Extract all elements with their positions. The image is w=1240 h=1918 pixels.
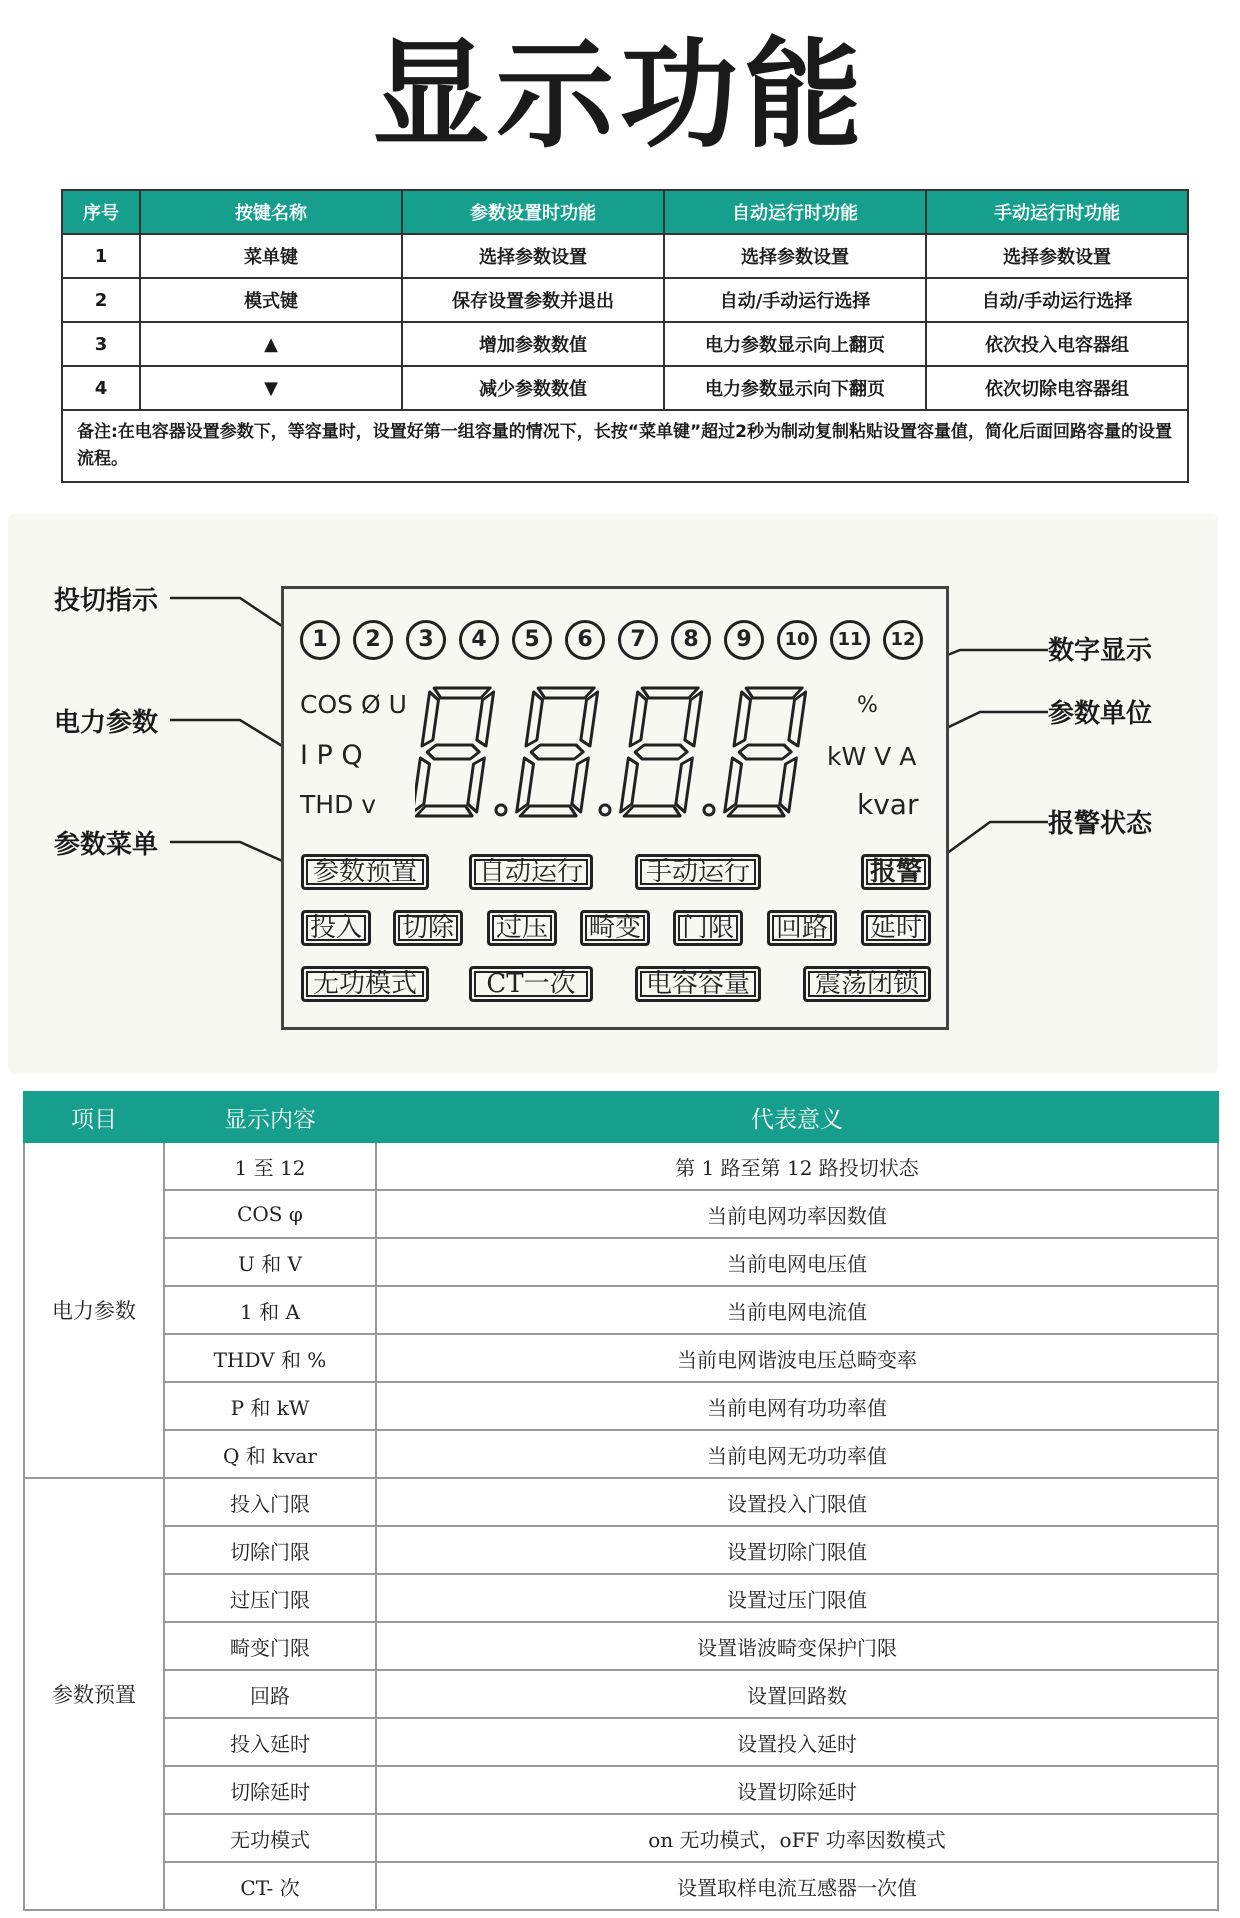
callout-power-params: 电力参数 <box>54 708 159 738</box>
menu-ct-primary: CT一次 <box>469 966 593 1002</box>
row-meaning: 当前电网功率因数值 <box>376 1190 1218 1238</box>
header-content: 显示内容 <box>164 1092 376 1142</box>
digit-8-2 <box>516 688 598 816</box>
display-table-header-row <box>24 1092 1218 1142</box>
row-content: 切除门限 <box>164 1526 376 1574</box>
row-content: COS φ <box>164 1190 376 1238</box>
row-content: 投入门限 <box>164 1478 376 1526</box>
header-setting-func: 参数设置时功能 <box>402 190 664 234</box>
row-no: 1 <box>62 234 140 278</box>
table-row <box>24 1382 1218 1430</box>
callout-param-menu: 参数菜单 <box>54 830 159 860</box>
menu-distortion: 畸变 <box>580 910 650 946</box>
table-row <box>24 1286 1218 1334</box>
note-row <box>62 410 1188 482</box>
row-content: 投入延时 <box>164 1718 376 1766</box>
row-content: 过压门限 <box>164 1574 376 1622</box>
indicator-circle: 1 <box>300 620 340 660</box>
menu-alarm: 报警 <box>861 854 931 890</box>
table-row <box>24 1526 1218 1574</box>
up-arrow-icon: ▲ <box>140 322 402 366</box>
note-text: 备注:在电容器设置参数下，等容量时，设置好第一组容量的情况下，长按“菜单键”超过2秒为制动复制粘贴设置容量值，简化后面回路容量的设置流程。 <box>62 410 1188 482</box>
row-no: 3 <box>62 322 140 366</box>
table-row <box>24 1238 1218 1286</box>
table-row <box>24 1334 1218 1382</box>
lcd-label-kvar: kvar <box>857 788 919 821</box>
row-meaning: 当前电网电压值 <box>376 1238 1218 1286</box>
row-content: THDV 和 % <box>164 1334 376 1382</box>
menu-switch-in: 投入 <box>301 910 371 946</box>
indicator-circle: 6 <box>565 620 605 660</box>
down-arrow-icon: ▼ <box>140 366 402 410</box>
header-item: 项目 <box>24 1092 164 1142</box>
callout-switch-indicator: 投切指示 <box>54 586 159 616</box>
row-auto: 自动/手动运行选择 <box>664 278 926 322</box>
row-content: U 和 V <box>164 1238 376 1286</box>
table-row <box>62 366 1188 410</box>
row-content: 回路 <box>164 1670 376 1718</box>
header-key-name: 按键名称 <box>140 190 402 234</box>
menu-delay: 延时 <box>861 910 931 946</box>
row-auto: 电力参数显示向下翻页 <box>664 366 926 410</box>
row-key-name: 菜单键 <box>140 234 402 278</box>
menu-auto-run: 自动运行 <box>469 854 593 890</box>
group-power-params: 电力参数 <box>24 1142 164 1478</box>
indicator-circle: 11 <box>830 620 870 660</box>
menu-oscillation-lock: 震荡闭锁 <box>803 966 931 1002</box>
menu-reactive-mode: 无功模式 <box>301 966 429 1002</box>
row-auto: 选择参数设置 <box>664 234 926 278</box>
row-content: 无功模式 <box>164 1814 376 1862</box>
key-table-header-row <box>62 190 1188 234</box>
row-meaning: 设置过压门限值 <box>376 1574 1218 1622</box>
table-row <box>62 234 1188 278</box>
lcd-label-percent: % <box>857 693 878 718</box>
row-meaning: 设置切除门限值 <box>376 1526 1218 1574</box>
table-row <box>24 1622 1218 1670</box>
digit-8-4 <box>724 688 806 816</box>
row-no: 2 <box>62 278 140 322</box>
indicator-circle: 10 <box>777 620 817 660</box>
callout-alarm-state: 报警状态 <box>1048 809 1153 839</box>
row-meaning: on 无功模式，oFF 功率因数模式 <box>376 1814 1218 1862</box>
lcd-label-kwva: kW V A <box>827 742 917 771</box>
row-content: 1 至 12 <box>164 1142 376 1190</box>
lcd-label-ipq: I P Q <box>300 740 363 771</box>
indicator-circle: 3 <box>406 620 446 660</box>
row-meaning: 设置回路数 <box>376 1670 1218 1718</box>
menu-manual-run: 手动运行 <box>635 854 761 890</box>
menu-circuit: 回路 <box>767 910 837 946</box>
menu-threshold: 门限 <box>673 910 743 946</box>
menu-overvoltage: 过压 <box>487 910 557 946</box>
row-key-name: 模式键 <box>140 278 402 322</box>
callout-param-unit: 参数单位 <box>1048 699 1153 729</box>
callout-digit-display: 数字显示 <box>1048 636 1153 666</box>
row-content: 畸变门限 <box>164 1622 376 1670</box>
indicator-circle: 8 <box>671 620 711 660</box>
indicator-circle: 4 <box>459 620 499 660</box>
row-no: 4 <box>62 366 140 410</box>
key-function-table <box>61 189 1189 483</box>
row-manual: 自动/手动运行选择 <box>926 278 1188 322</box>
table-row <box>24 1766 1218 1814</box>
table-row <box>24 1478 1218 1526</box>
table-row <box>24 1574 1218 1622</box>
lcd-label-cos-u: COS Ø U <box>300 690 407 719</box>
row-manual: 依次投入电容器组 <box>926 322 1188 366</box>
header-meaning: 代表意义 <box>376 1092 1218 1142</box>
row-setting: 保存设置参数并退出 <box>402 278 664 322</box>
row-manual: 依次切除电容器组 <box>926 366 1188 410</box>
decimal-point <box>704 805 714 815</box>
menu-switch-out: 切除 <box>393 910 463 946</box>
decimal-point <box>600 805 610 815</box>
indicator-circle: 5 <box>512 620 552 660</box>
table-row <box>24 1190 1218 1238</box>
seven-segment-digits <box>415 682 825 822</box>
row-auto: 电力参数显示向上翻页 <box>664 322 926 366</box>
row-meaning: 设置谐波畸变保护门限 <box>376 1622 1218 1670</box>
table-row <box>62 322 1188 366</box>
row-content: 1 和 A <box>164 1286 376 1334</box>
row-meaning: 当前电网无功功率值 <box>376 1430 1218 1478</box>
table-row <box>24 1142 1218 1190</box>
decimal-point <box>496 805 506 815</box>
row-meaning: 当前电网谐波电压总畸变率 <box>376 1334 1218 1382</box>
header-no: 序号 <box>62 190 140 234</box>
digit-8-1 <box>415 688 494 816</box>
indicator-circle: 12 <box>883 620 923 660</box>
row-meaning: 设置投入延时 <box>376 1718 1218 1766</box>
switch-indicator-circles <box>300 620 930 660</box>
row-meaning: 当前电网电流值 <box>376 1286 1218 1334</box>
indicator-circle: 2 <box>353 620 393 660</box>
row-content: P 和 kW <box>164 1382 376 1430</box>
menu-param-preset: 参数预置 <box>301 854 429 890</box>
table-row <box>24 1862 1218 1910</box>
row-meaning: 设置切除延时 <box>376 1766 1218 1814</box>
table-row <box>24 1670 1218 1718</box>
page-title: 显示功能 <box>371 26 868 164</box>
menu-capacitor-capacity: 电容容量 <box>635 966 761 1002</box>
row-meaning: 当前电网有功功率值 <box>376 1382 1218 1430</box>
header-manual-func: 手动运行时功能 <box>926 190 1188 234</box>
table-row <box>24 1814 1218 1862</box>
row-content: CT- 次 <box>164 1862 376 1910</box>
lcd-label-thd: THD v <box>300 790 377 819</box>
header-auto-func: 自动运行时功能 <box>664 190 926 234</box>
digit-8-3 <box>620 688 702 816</box>
group-param-preset: 参数预置 <box>24 1478 164 1910</box>
table-row <box>24 1430 1218 1478</box>
table-row <box>24 1718 1218 1766</box>
row-meaning: 设置投入门限值 <box>376 1478 1218 1526</box>
row-setting: 减少参数数值 <box>402 366 664 410</box>
indicator-circle: 7 <box>618 620 658 660</box>
row-meaning: 第 1 路至第 12 路投切状态 <box>376 1142 1218 1190</box>
row-setting: 选择参数设置 <box>402 234 664 278</box>
display-content-table <box>23 1091 1219 1911</box>
row-setting: 增加参数数值 <box>402 322 664 366</box>
row-content: Q 和 kvar <box>164 1430 376 1478</box>
row-manual: 选择参数设置 <box>926 234 1188 278</box>
row-meaning: 设置取样电流互感器一次值 <box>376 1862 1218 1910</box>
row-content: 切除延时 <box>164 1766 376 1814</box>
table-row <box>62 278 1188 322</box>
indicator-circle: 9 <box>724 620 764 660</box>
